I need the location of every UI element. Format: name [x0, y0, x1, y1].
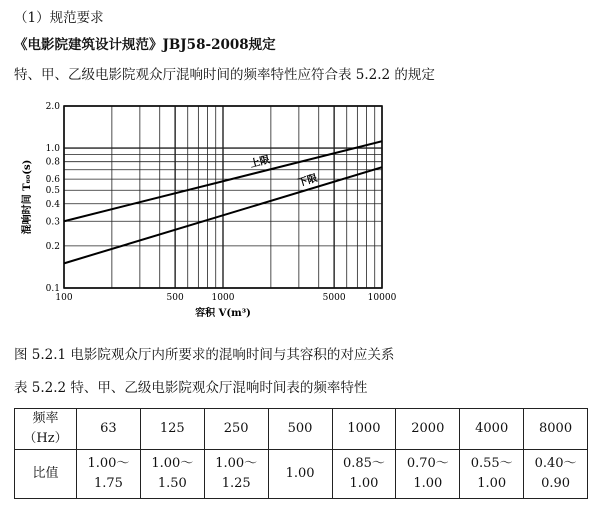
section-heading: （1）规范要求: [14, 10, 104, 26]
y-tick-label: 2.0: [45, 102, 60, 112]
requirement-text: 特、甲、乙级电影院观众厅混响时间的频率特性应符合表 5.2.2 的规定: [14, 67, 435, 83]
ratio-cell: [460, 450, 524, 499]
y-tick-label: 0.4: [45, 199, 60, 210]
standard-title: 《电影院建筑设计规范》JBJ58-2008规定: [14, 37, 276, 53]
ratio-low: 0.70～: [406, 456, 449, 471]
frequency-cell: 250: [204, 409, 268, 450]
ratio-cell: [332, 450, 396, 499]
ratio-low: 1.00: [285, 466, 315, 481]
x-tick-label: 100: [55, 293, 73, 303]
y-tick-label: 1.0: [45, 144, 60, 155]
ratio-high: 1.75: [93, 476, 123, 491]
y-tick-label: 0.6: [45, 175, 60, 186]
ratio-high: 1.50: [157, 476, 187, 491]
ratio-high: 1.00: [349, 476, 379, 491]
ratio-row: [15, 450, 588, 499]
ratio-low: 1.00～: [87, 456, 130, 471]
ratio-cell: [396, 450, 460, 499]
ratio-high: 1.00: [477, 476, 507, 491]
figure-caption: 图 5.2.1 电影院观众厅内所要求的混响时间与其容积的对应关系: [14, 347, 395, 363]
series-label: 上限: [249, 154, 272, 171]
frequency-cell: 1000: [332, 409, 396, 450]
chart-svg: [18, 98, 404, 322]
frequency-cell: 125: [140, 409, 204, 450]
x-tick-label: 500: [166, 293, 184, 303]
x-axis-label: 容积 V(m³): [195, 308, 251, 319]
series-label: 下限: [296, 172, 319, 190]
x-tick-label: 5000: [322, 293, 346, 303]
ratio-high: 1.25: [221, 476, 251, 491]
reverb-time-chart: [18, 98, 404, 322]
table-caption: 表 5.2.2 特、甲、乙级电影院观众厅混响时间表的频率特性: [14, 380, 368, 396]
x-tick-label: 1000: [211, 293, 235, 303]
ratio-header-cell: 比值: [15, 450, 77, 499]
y-axis-label: 混响时间 T₆₀(s): [22, 159, 33, 235]
y-tick-label: 0.2: [45, 241, 60, 252]
ratio-high: 0.90: [541, 476, 571, 491]
x-tick-label: 10000: [367, 293, 397, 303]
ratio-high: 1.00: [413, 476, 443, 491]
frequency-ratio-table: [14, 408, 588, 499]
frequency-header-label: 频率: [32, 411, 59, 426]
y-tick-label: 0.1: [45, 284, 60, 294]
frequency-header-unit: （Hz）: [23, 431, 68, 446]
frequency-cell: 4000: [460, 409, 524, 450]
y-tick-label: 0.3: [45, 217, 60, 228]
ratio-cell: [204, 450, 268, 499]
y-tick-label: 0.8: [45, 157, 60, 168]
ratio-low: 1.00～: [215, 456, 258, 471]
ratio-low: 0.55～: [470, 456, 513, 471]
ratio-cell: [140, 450, 204, 499]
ratio-cell: [77, 450, 141, 499]
y-tick-label: 0.5: [45, 186, 60, 197]
frequency-row: [15, 409, 588, 450]
frequency-cell: 2000: [396, 409, 460, 450]
frequency-cell: 8000: [524, 409, 588, 450]
ratio-low: 0.40～: [534, 456, 577, 471]
ratio-cell: [524, 450, 588, 499]
frequency-header-cell: [15, 409, 77, 450]
ratio-cell: [268, 450, 332, 499]
ratio-low: 1.00～: [151, 456, 194, 471]
ratio-low: 0.85～: [342, 456, 385, 471]
frequency-cell: 63: [77, 409, 141, 450]
frequency-cell: 500: [268, 409, 332, 450]
